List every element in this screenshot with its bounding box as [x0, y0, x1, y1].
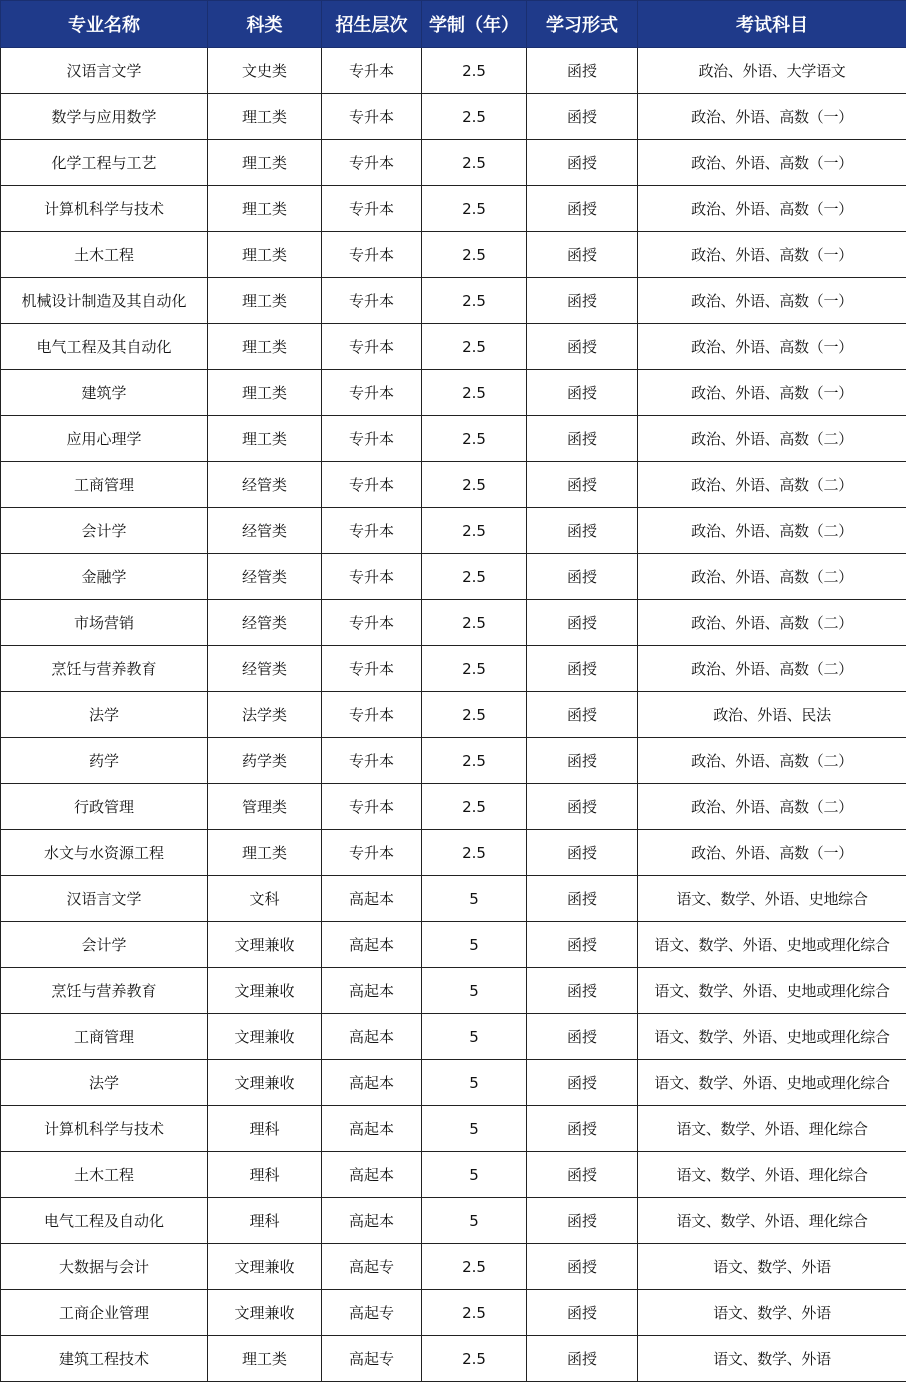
- table-row: [1, 1336, 906, 1382]
- duration-cell: 2.5: [422, 646, 527, 692]
- header-exam-subjects: 考试科目: [638, 1, 906, 48]
- level-cell: 高起本: [322, 876, 422, 922]
- duration-cell: 2.5: [422, 1290, 527, 1336]
- duration-cell: 2.5: [422, 462, 527, 508]
- major-cell: 土木工程: [1, 1152, 208, 1198]
- category-cell: 文史类: [208, 48, 322, 94]
- study-mode-cell: 函授: [527, 232, 638, 278]
- exam-subjects-cell: 语文、数学、外语、史地综合: [638, 876, 906, 922]
- table-row: [1, 416, 906, 462]
- level-cell: 专升本: [322, 600, 422, 646]
- exam-subjects-cell: 政治、外语、高数（二）: [638, 738, 906, 784]
- major-cell: 汉语言文学: [1, 48, 208, 94]
- study-mode-cell: 函授: [527, 186, 638, 232]
- exam-subjects-cell: 政治、外语、高数（一）: [638, 324, 906, 370]
- study-mode-cell: 函授: [527, 1290, 638, 1336]
- table-row: [1, 1060, 906, 1106]
- level-cell: 专升本: [322, 508, 422, 554]
- major-cell: 建筑学: [1, 370, 208, 416]
- level-cell: 专升本: [322, 370, 422, 416]
- header-category: 科类: [208, 1, 322, 48]
- header-major: 专业名称: [1, 1, 208, 48]
- level-cell: 专升本: [322, 186, 422, 232]
- category-cell: 理工类: [208, 1336, 322, 1382]
- header-level: 招生层次: [322, 1, 422, 48]
- table-row: [1, 278, 906, 324]
- level-cell: 高起本: [322, 1106, 422, 1152]
- level-cell: 专升本: [322, 646, 422, 692]
- level-cell: 专升本: [322, 416, 422, 462]
- exam-subjects-cell: 政治、外语、高数（二）: [638, 508, 906, 554]
- major-cell: 机械设计制造及其自动化: [1, 278, 208, 324]
- category-cell: 理工类: [208, 324, 322, 370]
- major-cell: 计算机科学与技术: [1, 1106, 208, 1152]
- major-cell: 土木工程: [1, 232, 208, 278]
- exam-subjects-cell: 语文、数学、外语、史地或理化综合: [638, 922, 906, 968]
- header-study-mode: 学习形式: [527, 1, 638, 48]
- duration-cell: 2.5: [422, 324, 527, 370]
- duration-cell: 2.5: [422, 692, 527, 738]
- header-duration: 学制（年）: [422, 1, 527, 48]
- exam-subjects-cell: 政治、外语、高数（二）: [638, 462, 906, 508]
- table-row: [1, 94, 906, 140]
- category-cell: 经管类: [208, 462, 322, 508]
- major-cell: 应用心理学: [1, 416, 208, 462]
- table-row: [1, 968, 906, 1014]
- level-cell: 专升本: [322, 48, 422, 94]
- table-row: [1, 462, 906, 508]
- study-mode-cell: 函授: [527, 508, 638, 554]
- duration-cell: 2.5: [422, 784, 527, 830]
- study-mode-cell: 函授: [527, 370, 638, 416]
- category-cell: 文理兼收: [208, 1014, 322, 1060]
- level-cell: 高起本: [322, 1060, 422, 1106]
- study-mode-cell: 函授: [527, 876, 638, 922]
- duration-cell: 2.5: [422, 48, 527, 94]
- level-cell: 高起本: [322, 1198, 422, 1244]
- category-cell: 理工类: [208, 186, 322, 232]
- study-mode-cell: 函授: [527, 48, 638, 94]
- duration-cell: 2.5: [422, 186, 527, 232]
- major-cell: 工商管理: [1, 1014, 208, 1060]
- study-mode-cell: 函授: [527, 1336, 638, 1382]
- table-row: [1, 232, 906, 278]
- category-cell: 管理类: [208, 784, 322, 830]
- duration-cell: 2.5: [422, 140, 527, 186]
- level-cell: 高起本: [322, 1152, 422, 1198]
- level-cell: 专升本: [322, 462, 422, 508]
- category-cell: 文理兼收: [208, 1060, 322, 1106]
- table-row: [1, 1244, 906, 1290]
- category-cell: 法学类: [208, 692, 322, 738]
- duration-cell: 5: [422, 1060, 527, 1106]
- study-mode-cell: 函授: [527, 94, 638, 140]
- level-cell: 专升本: [322, 324, 422, 370]
- exam-subjects-cell: 政治、外语、高数（一）: [638, 830, 906, 876]
- exam-subjects-cell: 政治、外语、高数（二）: [638, 784, 906, 830]
- exam-subjects-cell: 政治、外语、高数（一）: [638, 232, 906, 278]
- table-row: [1, 922, 906, 968]
- exam-subjects-cell: 政治、外语、高数（一）: [638, 278, 906, 324]
- exam-subjects-cell: 政治、外语、民法: [638, 692, 906, 738]
- level-cell: 高起本: [322, 1014, 422, 1060]
- level-cell: 高起本: [322, 922, 422, 968]
- exam-subjects-cell: 政治、外语、大学语文: [638, 48, 906, 94]
- duration-cell: 2.5: [422, 416, 527, 462]
- duration-cell: 5: [422, 1106, 527, 1152]
- category-cell: 理工类: [208, 370, 322, 416]
- table-row: [1, 1106, 906, 1152]
- exam-subjects-cell: 语文、数学、外语: [638, 1336, 906, 1382]
- major-cell: 汉语言文学: [1, 876, 208, 922]
- header-row: [1, 1, 906, 48]
- major-cell: 大数据与会计: [1, 1244, 208, 1290]
- duration-cell: 2.5: [422, 278, 527, 324]
- table-body: [1, 48, 906, 1382]
- category-cell: 理科: [208, 1198, 322, 1244]
- duration-cell: 5: [422, 1014, 527, 1060]
- level-cell: 高起专: [322, 1336, 422, 1382]
- category-cell: 理工类: [208, 232, 322, 278]
- duration-cell: 5: [422, 876, 527, 922]
- level-cell: 专升本: [322, 232, 422, 278]
- study-mode-cell: 函授: [527, 922, 638, 968]
- major-cell: 电气工程及其自动化: [1, 324, 208, 370]
- study-mode-cell: 函授: [527, 784, 638, 830]
- table-row: [1, 1152, 906, 1198]
- major-cell: 市场营销: [1, 600, 208, 646]
- table-header: [1, 1, 906, 48]
- exam-subjects-cell: 政治、外语、高数（一）: [638, 186, 906, 232]
- study-mode-cell: 函授: [527, 1198, 638, 1244]
- level-cell: 专升本: [322, 738, 422, 784]
- exam-subjects-cell: 语文、数学、外语: [638, 1290, 906, 1336]
- level-cell: 高起本: [322, 968, 422, 1014]
- table-row: [1, 692, 906, 738]
- category-cell: 药学类: [208, 738, 322, 784]
- duration-cell: 5: [422, 968, 527, 1014]
- category-cell: 理工类: [208, 416, 322, 462]
- level-cell: 专升本: [322, 140, 422, 186]
- major-cell: 电气工程及自动化: [1, 1198, 208, 1244]
- category-cell: 经管类: [208, 508, 322, 554]
- exam-subjects-cell: 语文、数学、外语、史地或理化综合: [638, 1014, 906, 1060]
- study-mode-cell: 函授: [527, 738, 638, 784]
- major-cell: 会计学: [1, 508, 208, 554]
- table-row: [1, 48, 906, 94]
- level-cell: 专升本: [322, 94, 422, 140]
- table-row: [1, 140, 906, 186]
- table-row: [1, 1014, 906, 1060]
- category-cell: 理工类: [208, 278, 322, 324]
- major-cell: 烹饪与营养教育: [1, 646, 208, 692]
- major-cell: 建筑工程技术: [1, 1336, 208, 1382]
- level-cell: 专升本: [322, 692, 422, 738]
- duration-cell: 2.5: [422, 554, 527, 600]
- exam-subjects-cell: 政治、外语、高数（二）: [638, 416, 906, 462]
- exam-subjects-cell: 语文、数学、外语、理化综合: [638, 1152, 906, 1198]
- study-mode-cell: 函授: [527, 324, 638, 370]
- category-cell: 经管类: [208, 554, 322, 600]
- exam-subjects-cell: 政治、外语、高数（一）: [638, 140, 906, 186]
- exam-subjects-cell: 政治、外语、高数（二）: [638, 646, 906, 692]
- exam-subjects-cell: 语文、数学、外语、理化综合: [638, 1106, 906, 1152]
- study-mode-cell: 函授: [527, 1106, 638, 1152]
- table-row: [1, 186, 906, 232]
- category-cell: 文理兼收: [208, 968, 322, 1014]
- level-cell: 高起专: [322, 1244, 422, 1290]
- major-cell: 工商企业管理: [1, 1290, 208, 1336]
- table-row: [1, 324, 906, 370]
- table-row: [1, 830, 906, 876]
- study-mode-cell: 函授: [527, 140, 638, 186]
- exam-subjects-cell: 语文、数学、外语、史地或理化综合: [638, 968, 906, 1014]
- duration-cell: 2.5: [422, 1244, 527, 1290]
- major-cell: 烹饪与营养教育: [1, 968, 208, 1014]
- category-cell: 经管类: [208, 646, 322, 692]
- level-cell: 专升本: [322, 784, 422, 830]
- category-cell: 文科: [208, 876, 322, 922]
- duration-cell: 2.5: [422, 600, 527, 646]
- duration-cell: 2.5: [422, 232, 527, 278]
- table-row: [1, 1198, 906, 1244]
- category-cell: 文理兼收: [208, 1244, 322, 1290]
- exam-subjects-cell: 语文、数学、外语: [638, 1244, 906, 1290]
- duration-cell: 2.5: [422, 508, 527, 554]
- major-cell: 法学: [1, 1060, 208, 1106]
- exam-subjects-cell: 语文、数学、外语、理化综合: [638, 1198, 906, 1244]
- duration-cell: 2.5: [422, 94, 527, 140]
- major-cell: 行政管理: [1, 784, 208, 830]
- table-row: [1, 600, 906, 646]
- table-row: [1, 876, 906, 922]
- category-cell: 经管类: [208, 600, 322, 646]
- duration-cell: 5: [422, 922, 527, 968]
- duration-cell: 5: [422, 1198, 527, 1244]
- study-mode-cell: 函授: [527, 646, 638, 692]
- table-row: [1, 1290, 906, 1336]
- category-cell: 理科: [208, 1152, 322, 1198]
- category-cell: 理工类: [208, 140, 322, 186]
- exam-subjects-cell: 政治、外语、高数（二）: [638, 554, 906, 600]
- duration-cell: 2.5: [422, 1336, 527, 1382]
- study-mode-cell: 函授: [527, 416, 638, 462]
- table-row: [1, 784, 906, 830]
- duration-cell: 2.5: [422, 738, 527, 784]
- table-row: [1, 554, 906, 600]
- major-cell: 工商管理: [1, 462, 208, 508]
- duration-cell: 5: [422, 1152, 527, 1198]
- level-cell: 专升本: [322, 830, 422, 876]
- exam-subjects-cell: 语文、数学、外语、史地或理化综合: [638, 1060, 906, 1106]
- study-mode-cell: 函授: [527, 600, 638, 646]
- table-row: [1, 646, 906, 692]
- major-cell: 法学: [1, 692, 208, 738]
- study-mode-cell: 函授: [527, 278, 638, 324]
- category-cell: 理科: [208, 1106, 322, 1152]
- study-mode-cell: 函授: [527, 1152, 638, 1198]
- study-mode-cell: 函授: [527, 968, 638, 1014]
- major-cell: 会计学: [1, 922, 208, 968]
- level-cell: 专升本: [322, 554, 422, 600]
- major-cell: 金融学: [1, 554, 208, 600]
- study-mode-cell: 函授: [527, 1014, 638, 1060]
- study-mode-cell: 函授: [527, 1244, 638, 1290]
- study-mode-cell: 函授: [527, 462, 638, 508]
- study-mode-cell: 函授: [527, 830, 638, 876]
- category-cell: 文理兼收: [208, 1290, 322, 1336]
- study-mode-cell: 函授: [527, 554, 638, 600]
- major-cell: 化学工程与工艺: [1, 140, 208, 186]
- major-cell: 计算机科学与技术: [1, 186, 208, 232]
- category-cell: 理工类: [208, 830, 322, 876]
- exam-subjects-cell: 政治、外语、高数（二）: [638, 600, 906, 646]
- table-row: [1, 738, 906, 784]
- category-cell: 理工类: [208, 94, 322, 140]
- table-row: [1, 370, 906, 416]
- duration-cell: 2.5: [422, 370, 527, 416]
- level-cell: 高起专: [322, 1290, 422, 1336]
- category-cell: 文理兼收: [208, 922, 322, 968]
- level-cell: 专升本: [322, 278, 422, 324]
- study-mode-cell: 函授: [527, 692, 638, 738]
- major-cell: 药学: [1, 738, 208, 784]
- exam-subjects-cell: 政治、外语、高数（一）: [638, 94, 906, 140]
- table-row: [1, 508, 906, 554]
- study-mode-cell: 函授: [527, 1060, 638, 1106]
- major-cell: 数学与应用数学: [1, 94, 208, 140]
- duration-cell: 2.5: [422, 830, 527, 876]
- major-cell: 水文与水资源工程: [1, 830, 208, 876]
- exam-subjects-cell: 政治、外语、高数（一）: [638, 370, 906, 416]
